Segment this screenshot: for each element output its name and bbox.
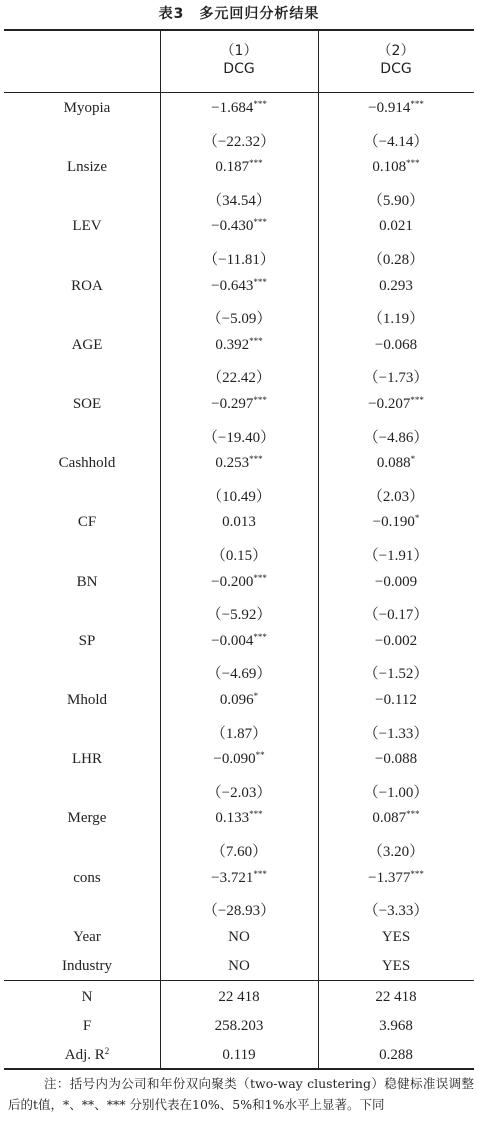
model-1-cell [160, 899, 318, 920]
table-row [0, 687, 478, 716]
row-label [14, 810, 160, 827]
model-2-cell-value: （1.19） [367, 311, 425, 328]
model-1-cell [160, 692, 318, 709]
model-1-cell-significance: *** [249, 158, 263, 169]
model-2-cell-value: （5.90） [367, 192, 425, 209]
row-label [14, 337, 160, 354]
table-row [0, 894, 478, 923]
stats-label-significance: 2 [104, 1046, 110, 1056]
model-2-cell-value: −0.112 [375, 692, 417, 708]
model-1-cell [160, 159, 318, 176]
row-label-value: Lnsize [67, 159, 107, 176]
model-1-cell-value: 0.253 [215, 455, 250, 472]
model-1-cell [160, 396, 318, 413]
model-2-cell [318, 722, 474, 743]
model-1-cell-significance: *** [253, 868, 267, 879]
model-2-cell-value: （−1.91） [363, 548, 429, 564]
table-row [0, 598, 478, 627]
model-2-cell [318, 159, 474, 176]
model-1-cell-value: （−22.32） [202, 133, 276, 150]
model-1-cell-value: （10.49） [207, 488, 271, 505]
stats-row [0, 1042, 478, 1071]
model-2-cell-value: （−4.86） [363, 429, 429, 446]
model-1-cell-value: 0.096 [219, 692, 254, 708]
column-name-2: DCG [380, 61, 412, 77]
model-1-stat-value: 22 418 [218, 989, 260, 1005]
model-1-cell-value: （−28.93） [202, 903, 276, 920]
model-2-cell-value: （−1.73） [363, 370, 429, 387]
model-1-cell-significance: *** [253, 217, 267, 228]
model-1-cell-value: （−5.92） [206, 607, 272, 624]
row-label-value: LHR [72, 751, 102, 768]
model-2-cell [318, 929, 474, 946]
table-note: 注：括号内为公司和年份双向聚类（two-way clustering）稳健标准误调整后的t值，*、**、*** 分别代表在10%、5%和1%水平上显著。下同 [8, 1076, 474, 1112]
model-2-cell-value: YES [381, 958, 411, 975]
model-1-cell [160, 840, 318, 861]
model-2-cell [318, 662, 474, 683]
table-row [0, 361, 478, 390]
table-row [0, 243, 478, 272]
row-label [14, 692, 160, 709]
stats-row [0, 984, 478, 1013]
table-row [0, 776, 478, 805]
model-2-cell-significance: * [410, 454, 416, 465]
model-1-cell-significance: *** [249, 454, 263, 465]
model-1-cell [160, 485, 318, 506]
model-1-cell [160, 218, 318, 235]
model-2-cell-value: −0.207 [368, 396, 411, 412]
model-1-cell [160, 278, 318, 295]
row-label [14, 100, 160, 117]
model-1-cell-value: （−4.69） [206, 666, 272, 683]
model-1-cell-significance: * [253, 691, 259, 701]
model-1-stat-value: 258.203 [214, 1018, 264, 1034]
model-2-cell [318, 366, 474, 387]
model-1-cell-value: −0.004 [211, 632, 254, 649]
column-header-1 [160, 42, 318, 78]
row-label-value: ROA [71, 277, 103, 294]
model-2-cell-value: −0.088 [374, 751, 418, 768]
model-2-cell [318, 751, 474, 768]
model-1-cell-value: −3.721 [211, 869, 254, 886]
row-label [14, 751, 160, 768]
model-1-stat [160, 1018, 318, 1035]
model-1-cell [160, 722, 318, 743]
model-1-cell-significance: *** [253, 572, 267, 583]
model-2-cell [318, 899, 474, 920]
model-2-stat-value: 0.288 [379, 1047, 413, 1063]
table-row [0, 717, 478, 746]
model-1-cell-value: −0.643 [211, 277, 254, 294]
row-label [14, 514, 160, 531]
row-label-value: Industry [62, 958, 112, 975]
model-2-cell [318, 544, 474, 565]
row-label-value: Mhold [66, 692, 107, 708]
model-2-cell [318, 396, 474, 413]
model-1-cell [160, 366, 318, 387]
model-1-cell [160, 455, 318, 472]
model-2-cell [318, 810, 474, 827]
model-1-cell [160, 751, 318, 768]
model-1-cell-significance: ** [255, 750, 265, 761]
table-row [0, 125, 478, 154]
column-number-1: （1） [220, 43, 258, 59]
model-1-cell [160, 929, 318, 946]
model-2-cell-value: YES [381, 928, 411, 945]
model-1-cell [160, 662, 318, 683]
model-2-stat [318, 989, 474, 1006]
model-2-cell-value: 0.021 [379, 218, 413, 235]
model-1-cell-value: （−5.09） [206, 311, 272, 328]
stats-label [14, 1047, 160, 1064]
model-1-stat-value: 0.119 [222, 1047, 256, 1063]
row-label-value: AGE [71, 336, 103, 353]
model-2-cell-value: （3.20） [367, 844, 425, 860]
header-rule [4, 92, 474, 93]
row-label-value: BN [76, 573, 98, 590]
stats-label [14, 1018, 160, 1035]
row-label [14, 958, 160, 975]
row-label-value: SP [78, 632, 96, 649]
model-2-cell [318, 485, 474, 506]
model-1-cell [160, 810, 318, 827]
model-1-cell-significance: *** [249, 335, 263, 346]
model-2-cell [318, 870, 474, 887]
model-1-cell [160, 307, 318, 328]
model-2-cell [318, 958, 474, 975]
model-1-cell-value: −1.684 [211, 100, 254, 116]
model-1-cell-value: NO [228, 958, 250, 975]
model-2-cell [318, 278, 474, 295]
model-2-cell-value: −0.914 [368, 100, 411, 116]
table-row [0, 421, 478, 450]
model-1-cell-value: （22.42） [207, 370, 271, 387]
row-label [14, 929, 160, 946]
model-2-cell [318, 455, 474, 472]
model-1-cell [160, 100, 318, 117]
model-2-cell [318, 189, 474, 210]
model-2-cell-value: 0.088 [376, 455, 411, 472]
table-row [0, 184, 478, 213]
model-1-cell [160, 189, 318, 210]
row-label [14, 278, 160, 295]
model-1-cell [160, 544, 318, 565]
column-header-2 [318, 42, 474, 78]
row-label-value: cons [73, 869, 101, 886]
model-2-cell-significance: * [414, 513, 420, 524]
table-row [0, 95, 478, 124]
model-2-cell [318, 633, 474, 650]
model-2-cell-significance: *** [410, 99, 424, 109]
model-2-stat-value: 22 418 [375, 989, 417, 1005]
model-2-cell-value: 0.293 [379, 277, 413, 294]
model-1-cell [160, 603, 318, 624]
model-1-stat [160, 989, 318, 1006]
model-1-cell-significance: *** [253, 99, 267, 109]
row-label [14, 396, 160, 413]
table-row [0, 302, 478, 331]
model-2-cell-value: （−1.33） [363, 725, 429, 742]
model-1-cell [160, 248, 318, 269]
model-2-cell [318, 307, 474, 328]
model-2-cell-significance: *** [406, 158, 420, 169]
model-2-cell-value: （−1.52） [363, 666, 429, 683]
stats-label-value: Adj. R [64, 1047, 105, 1063]
model-2-cell [318, 426, 474, 447]
model-2-cell [318, 100, 474, 117]
model-1-cell [160, 514, 318, 531]
model-1-cell-value: （34.54） [207, 192, 271, 209]
model-2-cell-value: （−4.14） [363, 133, 429, 150]
model-1-cell [160, 781, 318, 802]
model-2-cell [318, 514, 474, 531]
column-name-1: DCG [223, 61, 255, 77]
model-2-stat [318, 1047, 474, 1064]
model-1-cell-value: （−11.81） [203, 252, 275, 268]
model-1-cell-value: （−2.03） [206, 784, 272, 801]
table-row [0, 273, 478, 302]
model-2-cell-value: −0.068 [374, 336, 418, 353]
row-label-value: Cashhold [58, 455, 116, 472]
top-rule [4, 29, 474, 31]
model-2-cell [318, 130, 474, 151]
row-label-value: Year [73, 928, 101, 945]
model-2-cell [318, 692, 474, 709]
model-1-cell-value: −0.430 [211, 218, 254, 235]
model-1-cell-value: （0.15） [210, 548, 268, 564]
stats-row [0, 1013, 478, 1042]
model-2-cell [318, 840, 474, 861]
table-row [0, 953, 478, 982]
model-2-cell-value: −0.190 [372, 514, 415, 531]
model-2-cell [318, 337, 474, 354]
model-2-cell-value: 0.087 [372, 810, 407, 827]
table-title: 表3 多元回归分析结果 [158, 6, 320, 22]
row-label-value: SOE [72, 396, 102, 412]
row-label-value: Myopia [63, 100, 111, 116]
table-row [0, 509, 478, 538]
table-row [0, 450, 478, 479]
row-label [14, 870, 160, 887]
stats-label [14, 989, 160, 1006]
model-2-cell-value: （−3.33） [363, 903, 429, 920]
model-1-cell-value: 0.013 [222, 514, 256, 531]
model-1-cell [160, 870, 318, 887]
stats-label-value: N [81, 989, 93, 1005]
model-2-stat [318, 1018, 474, 1035]
table-row [0, 391, 478, 420]
table-row [0, 628, 478, 657]
column-number-2: （2） [377, 43, 415, 59]
model-1-cell-value: （7.60） [210, 844, 268, 860]
table-row [0, 569, 478, 598]
row-label [14, 574, 160, 591]
table-row [0, 924, 478, 953]
table-row [0, 332, 478, 361]
model-1-cell-significance: *** [253, 395, 267, 405]
model-2-cell [318, 781, 474, 802]
model-2-cell [318, 603, 474, 624]
model-2-cell-value: −0.009 [374, 573, 418, 590]
model-2-stat-value: 3.968 [379, 1018, 413, 1034]
model-2-cell-value: （−0.17） [363, 607, 429, 624]
model-1-cell [160, 574, 318, 591]
model-2-cell [318, 574, 474, 591]
model-1-cell-value: （1.87） [210, 725, 268, 742]
table-row [0, 657, 478, 686]
model-2-cell [318, 218, 474, 235]
model-1-cell-value: −0.297 [211, 396, 254, 412]
model-2-cell-value: −1.377 [368, 869, 411, 886]
stats-label-value: F [82, 1018, 92, 1034]
table-row [0, 835, 478, 864]
model-2-cell [318, 248, 474, 269]
model-1-cell-value: −0.090 [213, 751, 256, 768]
row-label-value: CF [77, 514, 97, 531]
model-2-cell-significance: *** [406, 809, 420, 820]
table-row [0, 539, 478, 568]
model-1-cell-value: −0.200 [211, 573, 254, 590]
row-label [14, 455, 160, 472]
model-1-cell-value: NO [228, 928, 250, 945]
table-row [0, 154, 478, 183]
model-2-cell-value: （2.03） [367, 488, 425, 505]
model-1-cell-value: 0.187 [215, 159, 250, 176]
table-row [0, 480, 478, 509]
row-label [14, 159, 160, 176]
model-2-cell-value: （−1.00） [363, 784, 429, 801]
model-1-cell [160, 958, 318, 975]
model-1-stat [160, 1047, 318, 1064]
row-label-value: LEV [72, 218, 102, 235]
table-row [0, 805, 478, 834]
model-2-cell-value: （0.28） [367, 252, 425, 268]
model-2-cell-value: 0.108 [372, 159, 407, 176]
row-label-value: Merge [67, 810, 107, 827]
model-1-cell-significance: *** [253, 276, 267, 287]
model-1-cell-value: 0.392 [215, 336, 250, 353]
model-2-cell-value: −0.002 [374, 632, 418, 649]
model-2-cell-significance: *** [410, 868, 424, 879]
row-label [14, 218, 160, 235]
model-1-cell-significance: *** [253, 631, 267, 642]
model-1-cell [160, 633, 318, 650]
model-1-cell [160, 426, 318, 447]
table-row [0, 865, 478, 894]
model-1-cell-value: （−19.40） [202, 429, 276, 446]
model-1-cell-significance: *** [249, 809, 263, 820]
model-1-cell-value: 0.133 [215, 810, 250, 827]
model-1-cell [160, 337, 318, 354]
table-row [0, 746, 478, 775]
model-1-cell [160, 130, 318, 151]
table-row [0, 213, 478, 242]
row-label [14, 633, 160, 650]
model-2-cell-significance: *** [410, 395, 424, 405]
